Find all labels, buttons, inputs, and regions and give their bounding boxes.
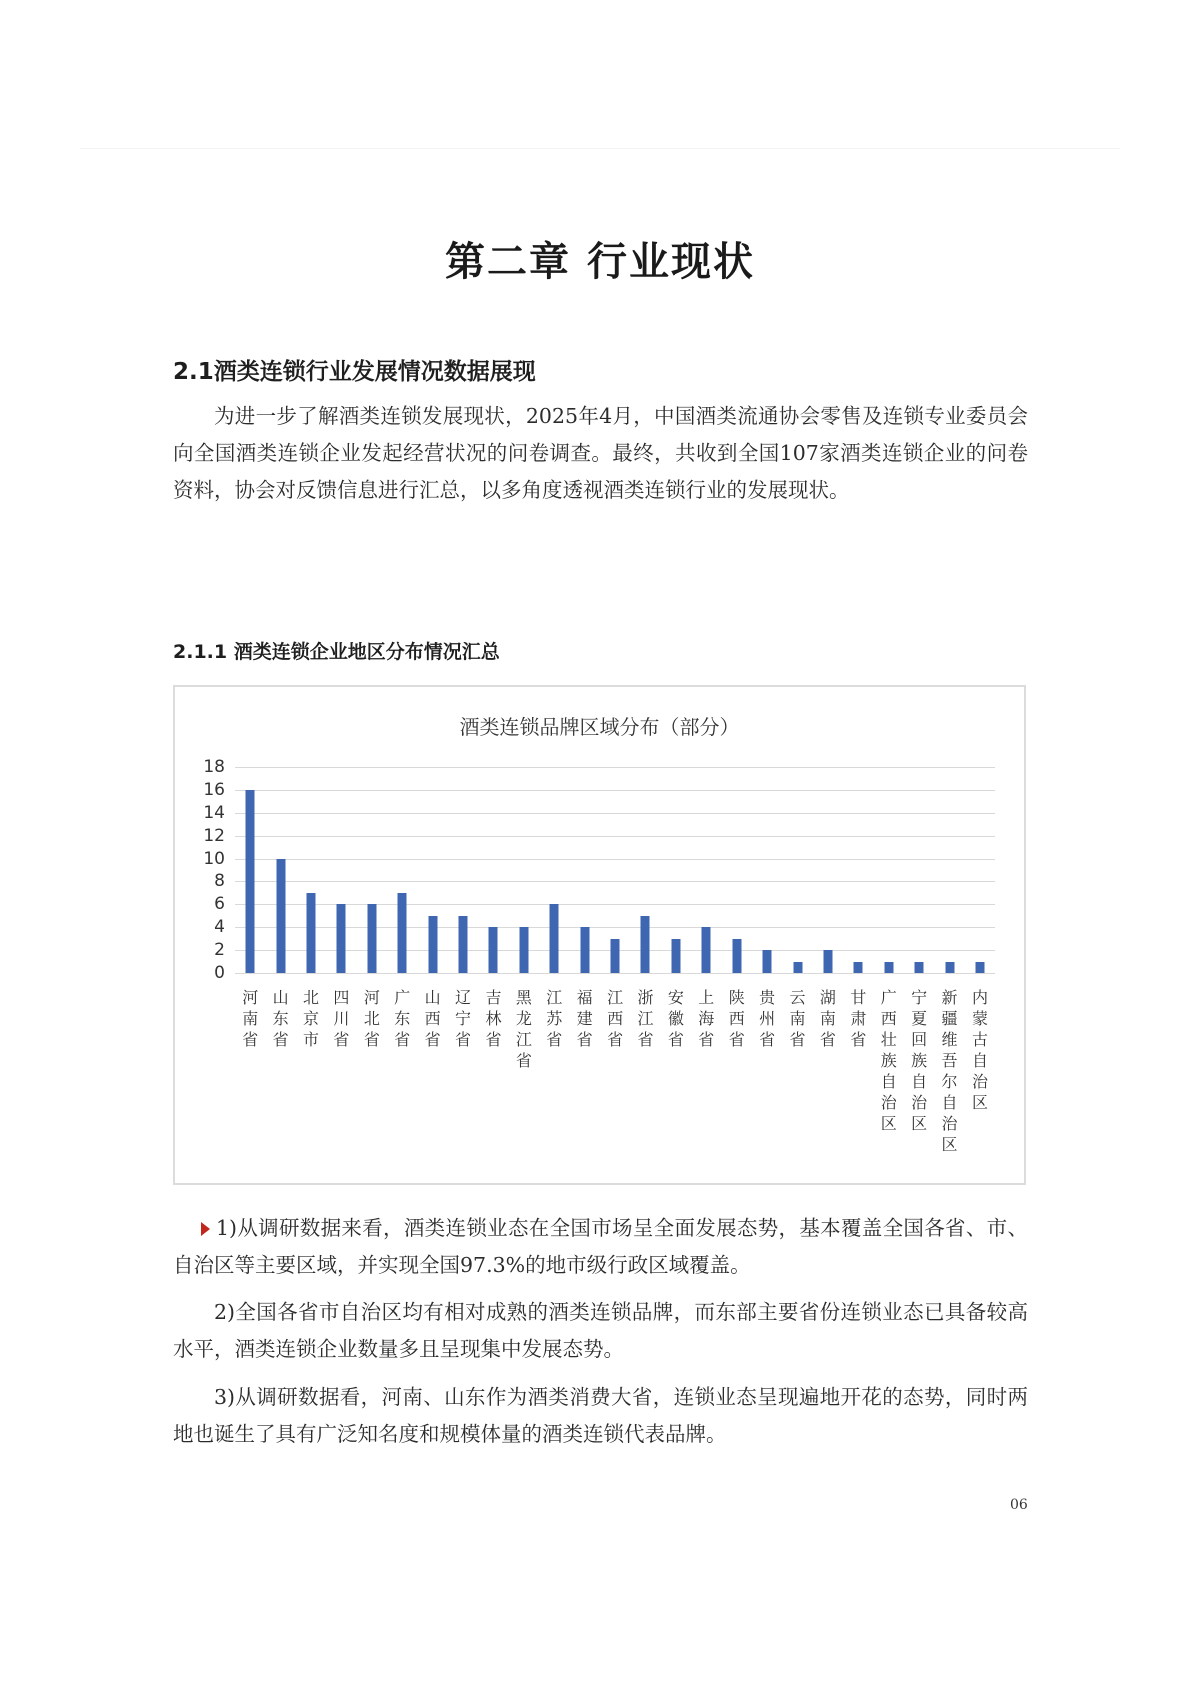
page-number: 06	[1010, 1497, 1028, 1513]
bar-slot	[539, 767, 569, 973]
bar-slot	[357, 767, 387, 973]
x-tick-label: 云 南 省	[789, 988, 806, 1049]
bar	[246, 790, 255, 973]
x-tick-label: 浙 江 省	[637, 988, 654, 1049]
x-tick-label: 贵 州 省	[759, 988, 776, 1049]
bar-slot	[722, 767, 752, 973]
triangle-bullet-icon	[201, 1222, 210, 1236]
bar-slot	[235, 767, 265, 973]
bar	[428, 916, 437, 973]
x-tick-label: 安 徽 省	[667, 988, 684, 1049]
bar-slot	[661, 767, 691, 973]
finding-point-3: 3)从调研数据看，河南、山东作为酒类消费大省，连锁业态呈现遍地开花的态势，同时两地也诞生了具有广泛知名度和规模体量的酒类连锁代表品牌。	[173, 1385, 1028, 1446]
bar-slot	[782, 767, 812, 973]
bar	[398, 893, 407, 973]
y-tick-label: 6	[214, 894, 225, 915]
x-tick-label: 河 北 省	[363, 988, 380, 1049]
bar-slot	[813, 767, 843, 973]
x-tick-label: 四 川 省	[333, 988, 350, 1049]
bar	[276, 859, 285, 973]
x-tick-label: 辽 宁 省	[455, 988, 472, 1049]
x-tick-label: 湖 南 省	[819, 988, 836, 1049]
bar-slot	[478, 767, 508, 973]
bar	[915, 962, 924, 973]
bar	[641, 916, 650, 973]
y-tick-label: 4	[214, 917, 225, 938]
finding-point-2: 2)全国各省市自治区均有相对成熟的酒类连锁品牌，而东部主要省份连锁业态已具备较高水平，酒类连锁企业数量多且呈现集中发展态势。	[173, 1300, 1028, 1361]
y-tick-label: 12	[203, 825, 225, 846]
bar	[489, 927, 498, 973]
bar	[337, 904, 346, 973]
bar-slot	[691, 767, 721, 973]
y-tick-label: 16	[203, 779, 225, 800]
bar-slot	[387, 767, 417, 973]
x-tick-label: 上 海 省	[698, 988, 715, 1049]
bar-slot	[752, 767, 782, 973]
x-tick-label: 内 蒙 古 自 治 区	[971, 988, 988, 1112]
chapter-title: 第二章 行业现状	[445, 239, 755, 285]
x-tick-label: 山 西 省	[424, 988, 441, 1049]
bar-slot	[448, 767, 478, 973]
y-tick-label: 10	[203, 848, 225, 869]
x-tick-label: 广 西 壮 族 自 治 区	[880, 988, 897, 1133]
bar-slot	[904, 767, 934, 973]
intro-paragraph: 为进一步了解酒类连锁发展现状，2025年4月，中国酒类流通协会零售及连锁专业委员会向全国酒类连锁企业发起经营状况的问卷调查。最终，共收到全国107家酒类连锁企业的问卷资料，协会对反馈信息进行汇总，以多角度透视酒类连锁行业的发展现状。	[173, 404, 1028, 502]
bar-slot	[934, 767, 964, 973]
x-tick-label: 广 东 省	[394, 988, 411, 1049]
x-tick-label: 黑 龙 江 省	[515, 988, 532, 1070]
bar-slot	[569, 767, 599, 973]
bar	[459, 916, 468, 973]
x-tick-label: 江 苏 省	[546, 988, 563, 1049]
bar	[519, 927, 528, 973]
bar	[307, 893, 316, 973]
y-tick-label: 0	[214, 963, 225, 983]
bar	[854, 962, 863, 973]
x-tick-label: 河 南 省	[242, 988, 259, 1049]
bar	[550, 904, 559, 973]
plot-area	[203, 757, 995, 983]
finding-point-1	[173, 1210, 1028, 1284]
bar-slot	[600, 767, 630, 973]
x-tick-label: 甘 肃 省	[850, 988, 867, 1049]
x-tick-label: 新 疆 维 吾 尔 自 治 区	[941, 988, 958, 1154]
x-tick-label: 吉 林 省	[485, 988, 502, 1049]
bar	[671, 939, 680, 973]
x-tick-label: 山 东 省	[272, 988, 289, 1049]
bar	[763, 950, 772, 973]
bar	[823, 950, 832, 973]
bar	[793, 962, 802, 973]
subsection-title: 2.1.1 酒类连锁企业地区分布情况汇总	[173, 641, 500, 663]
bar-slot	[296, 767, 326, 973]
x-tick-label: 陕 西 省	[728, 988, 745, 1049]
y-tick-label: 2	[214, 940, 225, 961]
bar	[702, 927, 711, 973]
bar	[884, 962, 893, 973]
bar	[367, 904, 376, 973]
bar-slot	[874, 767, 904, 973]
bar	[945, 962, 954, 973]
bar-chart	[173, 685, 1026, 1185]
x-tick-label: 江 西 省	[607, 988, 624, 1049]
bar-slot	[965, 767, 995, 973]
x-tick-label: 宁 夏 回 族 自 治 区	[911, 988, 928, 1133]
chart-title: 酒类连锁品牌区域分布（部分）	[459, 715, 740, 739]
bar-slot	[326, 767, 356, 973]
gridline	[235, 973, 995, 974]
bar-series	[235, 767, 995, 973]
bar	[580, 927, 589, 973]
x-tick-label: 福 建 省	[576, 988, 593, 1049]
bar-slot	[417, 767, 447, 973]
x-axis-labels	[235, 987, 995, 1155]
top-rule	[80, 148, 1120, 149]
y-tick-label: 18	[203, 757, 225, 777]
bar-slot	[509, 767, 539, 973]
finding-text-1: 1)从调研数据来看，酒类连锁业态在全国市场呈全面发展态势，基本覆盖全国各省、市、自治区等主要区域，并实现全国97.3%的地市级行政区域覆盖。	[173, 1216, 1028, 1277]
bar	[975, 962, 984, 973]
bar	[732, 939, 741, 973]
section-title: 2.1酒类连锁行业发展情况数据展现	[173, 359, 536, 385]
x-tick-label: 北 京 市	[303, 988, 320, 1049]
y-tick-label: 8	[214, 871, 225, 892]
y-tick-label: 14	[203, 802, 225, 823]
bar-slot	[630, 767, 660, 973]
bar-slot	[843, 767, 873, 973]
bar	[611, 939, 620, 973]
bar-slot	[265, 767, 295, 973]
